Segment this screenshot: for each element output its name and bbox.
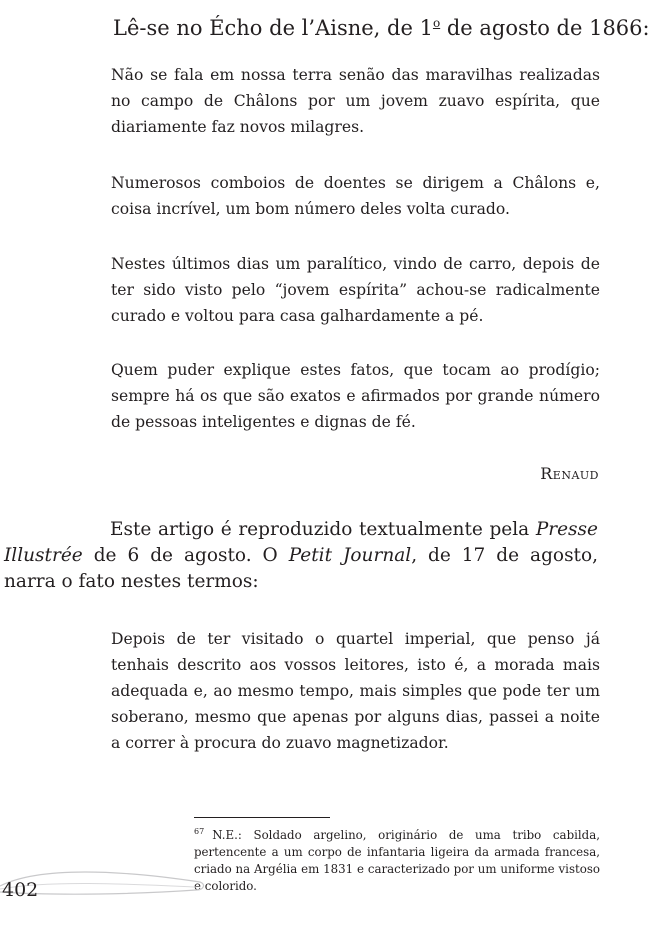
quote-paragraph-5: Depois de ter visitado o quartel imperial, que penso já tenhais descrito aos vossos leitores, isto é, a morada mais adequada e, ao mesmo tempo, mais simples que pode ter um soberano, mesmo que apenas por alguns dias, passei a noite a correr à procura do zuavo magnetizador. (111, 630, 600, 752)
quote-paragraph-2: Numerosos comboios de doentes se dirigem a Châlons e, coisa incrível, um bom número deles volta curado. (111, 174, 600, 218)
ordinal-indicator: o (432, 16, 441, 30)
footnote-divider (194, 817, 330, 818)
quote-paragraph-1: Não se fala em nossa terra senão das maravilhas realizadas no campo de Châlons por um jovem zuavo espírita, que diariamente faz novos milagres. (111, 66, 600, 136)
body-text-part-2: de 6 de agosto. O (82, 545, 289, 566)
heading-text-end: de agosto de 1866: (440, 16, 650, 40)
body-text-part-1: Este artigo é reproduzido textualmente pela (110, 519, 536, 540)
footnote (194, 823, 600, 895)
publication-title-petit-journal: Petit Journal (288, 545, 412, 566)
footnote-marker: 67 (194, 827, 205, 836)
section-heading (113, 8, 650, 43)
body-text-part-3: , de 17 de agosto, narra o fato nestes termos: (4, 545, 599, 592)
quote-signature: Renaud (540, 464, 599, 483)
quote-paragraph-3: Nestes últimos dias um paralítico, vindo de carro, depois de ter sido visto pelo “jovem espírita” achou-se radicalmente curado e voltou para casa galhardamente a pé. (111, 255, 600, 325)
body-paragraph (4, 517, 598, 595)
page-number: 402 (2, 879, 39, 901)
publication-title-presse: Presse Illustrée (4, 519, 598, 566)
heading-text-start: Lê-se no Écho de l’Aisne, de 1 (113, 16, 433, 40)
footnote-text: N.E.: Soldado argelino, originário de uma tribo cabilda, pertencente a um corpo de infantaria ligeira da armada francesa, criado na Argélia em 1831 e caracterizado por um uniforme vistoso e colorido. (194, 828, 600, 893)
quote-paragraph-4: Quem puder explique estes fatos, que tocam ao prodígio; sempre há os que são exatos e afirmados por grande número de pessoas inteligentes e dignas de fé. (111, 361, 600, 431)
